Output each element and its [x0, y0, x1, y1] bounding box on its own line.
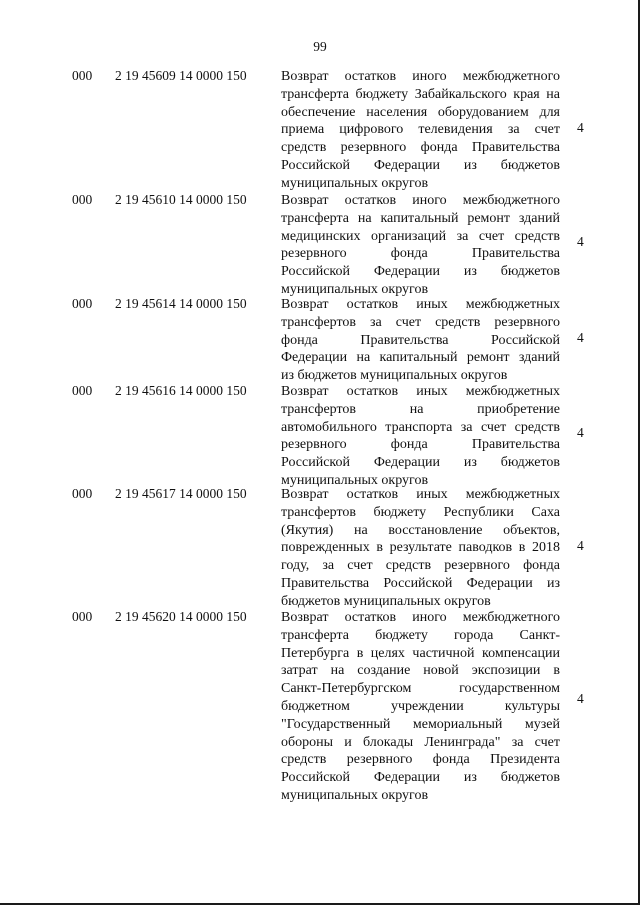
description-line: Возврат остатков иных межбюджетных — [281, 297, 560, 312]
admin-code: 000 — [72, 486, 93, 501]
description-line: обороны и блокады Ленинграда" за счет — [281, 734, 560, 750]
description-line: резервного фонда Правительства — [281, 246, 560, 262]
row-value: 4 — [577, 691, 584, 706]
admin-code: 000 — [72, 383, 93, 398]
description-line: затрат на создание новой экспозиции в — [281, 663, 560, 679]
row-description — [281, 486, 560, 611]
description-line: трансферта на капитальный ремонт зданий — [281, 210, 560, 226]
description-line: резервного фонда Правительства — [281, 437, 560, 453]
budget-code: 2 19 45620 14 0000 150 — [115, 609, 247, 624]
description-line: муниципальных округов — [281, 472, 429, 488]
description-line: Правительства Российской Федерации из — [281, 575, 560, 591]
row-value: 4 — [577, 538, 584, 553]
description-line: Российской Федерации из бюджетов — [281, 264, 560, 280]
description-line: медицинских организаций за счет средств — [281, 228, 560, 244]
description-line: трансфертов бюджету Республики Саха — [281, 504, 560, 520]
description-line: муниципальных округов — [281, 787, 429, 803]
row-value: 4 — [577, 425, 584, 440]
description-line: средств резервного фонда Президента — [281, 752, 560, 768]
budget-code: 2 19 45609 14 0000 150 — [115, 68, 247, 83]
row-description — [281, 609, 560, 805]
budget-code: 2 19 45616 14 0000 150 — [115, 383, 247, 398]
budget-code: 2 19 45614 14 0000 150 — [115, 296, 247, 311]
admin-code: 000 — [72, 68, 93, 83]
description-line: Возврат остатков иного межбюджетного — [281, 69, 560, 84]
description-line: обеспечение населения оборудованием для — [281, 104, 560, 120]
row-description — [281, 296, 560, 385]
budget-code: 2 19 45610 14 0000 150 — [115, 192, 247, 207]
description-line: трансфертов на приобретение — [281, 401, 560, 417]
description-line: Возврат остатков иного межбюджетного — [281, 610, 560, 625]
description-line: Возврат остатков иных межбюджетных — [281, 384, 560, 399]
admin-code: 000 — [72, 192, 93, 207]
description-line: трансферта бюджету Забайкальского края на — [281, 86, 560, 102]
row-value: 4 — [577, 234, 584, 249]
description-line: муниципальных округов — [281, 281, 429, 297]
row-description — [281, 68, 560, 193]
description-line: году, за счет средств резервного фонда — [281, 558, 560, 574]
budget-code: 2 19 45617 14 0000 150 — [115, 486, 247, 501]
description-line: Возврат остатков иного межбюджетного — [281, 193, 560, 208]
description-line: поврежденных в результате паводков в 2018 — [281, 540, 560, 556]
row-value: 4 — [577, 330, 584, 345]
description-line: Российской Федерации из бюджетов — [281, 157, 560, 173]
description-line: Российской Федерации из бюджетов — [281, 770, 560, 786]
row-description — [281, 383, 560, 490]
description-line: Федерации на капитальный ремонт зданий — [281, 350, 560, 366]
description-line: приема цифрового телевидения за счет — [281, 122, 560, 138]
description-line: муниципальных округов — [281, 175, 429, 191]
description-line: "Государственный мемориальный музей — [281, 716, 560, 732]
description-line: Возврат остатков иных межбюджетных — [281, 487, 560, 502]
row-description — [281, 192, 560, 299]
description-line: трансфертов за счет средств резервного — [281, 314, 560, 330]
description-line: Российской Федерации из бюджетов — [281, 455, 560, 471]
description-line: фонда Правительства Российской — [281, 332, 560, 348]
admin-code: 000 — [72, 609, 93, 624]
description-line: бюджетов муниципальных округов — [281, 593, 491, 609]
row-value: 4 — [577, 120, 584, 135]
description-line: средств резервного фонда Правительства — [281, 140, 560, 156]
page-number: 99 — [313, 39, 327, 54]
description-line: из бюджетов муниципальных округов — [281, 368, 508, 384]
description-line: (Якутия) на восстановление объектов, — [281, 522, 560, 538]
description-line: автомобильного транспорта за счет средств — [281, 419, 560, 435]
description-line: трансферта бюджету города Санкт- — [281, 627, 560, 643]
description-line: Санкт-Петербургском государственном — [281, 681, 560, 697]
description-line: бюджетном учреждении культуры — [281, 698, 560, 714]
description-line: Петербурга в целях частичной компенсации — [281, 645, 560, 661]
admin-code: 000 — [72, 296, 93, 311]
